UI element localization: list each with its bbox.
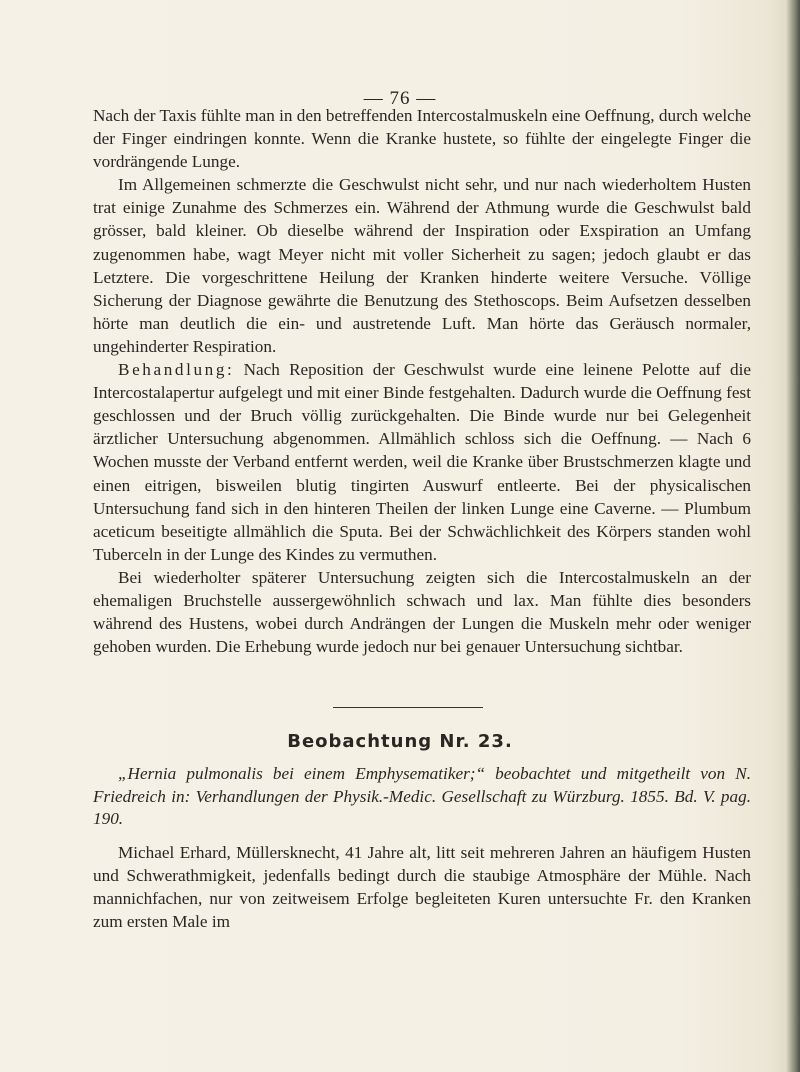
observation-citation — [93, 763, 751, 831]
paragraph-4: Bei wiederholter späterer Untersuchung zeigten sich die Intercostalmuskeln an der ehemaligen Bruchstelle aussergewöhnlich schwach und lax. Man fühlte dies besonders während des Hustens, wobei durch Andrängen der Lungen die Muskeln mehr oder weniger gehoben wurden. Die Erhebung wurde jedoch nur bei genauer Untersuchung sichtbar. — [93, 567, 751, 657]
paragraph-2: Im Allgemeinen schmerzte die Geschwulst nicht sehr, und nur nach wiederholtem Husten trat einige Zunahme des Schmerzes ein. Während der Athmung wurde die Geschwulst bald grösser, bald kleiner. Ob dieselbe während der Inspiration oder Exspiration an Umfang zugenommen habe, wagt Meyer nicht mit voller Sicherheit zu sagen; jedoch glaubt er das Letztere. Die vorgeschrittene Heilung der Kranken hinderte weitere Versuche. Völlige Sicherung der Diagnose gewährte die Benutzung des Stethoscops. Beim Aufsetzen desselben hörte man deutlich die ein- und austretende Luft. Man hörte das Geräusch normaler, ungehinderter Respiration. — [93, 175, 751, 356]
paragraph-behandlung — [93, 358, 751, 566]
section-divider — [333, 707, 483, 708]
observation-title: Beobachtung Nr. 23. — [287, 731, 513, 752]
paragraph-1: Nach der Taxis fühlte man in den betreffenden Intercostalmuskeln eine Oeffnung, durch welche der Finger eindringen konnte. Wenn die Kranke hustete, so fühlte der eingelegte Finger die vordrängende Lunge. — [93, 106, 751, 172]
observation-paragraph: Michael Erhard, Müllersknecht, 41 Jahre alt, litt seit mehreren Jahren an häufigem Husten und Schwerathmigkeit, jedenfalls bedingt durch die staubige Atmosphäre der Mühle. Nach mannichfachen, nur von zeitweisem Erfolge begleiteten Kuren untersuchte Fr. den Kranken zum ersten Male im — [93, 843, 751, 932]
behandlung-label: Behandlung: — [118, 360, 235, 380]
body-text — [93, 104, 751, 658]
page-edge-shadow — [786, 0, 800, 1072]
page-number: — 76 — — [363, 88, 437, 109]
citation-text: „Hernia pulmonalis bei einem Emphysematiker;“ beobachtet und mitgetheilt von N. Friedreich in: Verhandlungen der Physik.-Medic. Gesellschaft zu Würzburg. 1855. Bd. V. pag. 190. — [93, 764, 751, 828]
paragraph-3: Nach Reposition der Geschwulst wurde eine leinene Pelotte auf die Intercostalapertur aufgelegt und mit einer Binde festgehalten. Dadurch wurde die Oeffnung fest geschlossen und der Bruch völlig zurückgehalten. Die Binde wurde nur bei Gelegenheit ärztlicher Untersuchung abgenommen. Allmählich schloss sich die Oeffnung. — Nach 6 Wochen musste der Verband entfernt werden, weil die Kranke über Brustschmerzen klagte und einen eitrigen, bisweilen blutig tingirten Auswurf entleerte. Bei der physicalischen Untersuchung fand sich in den hinteren Theilen der linken Lunge eine Caverne. — Plumbum aceticum beseitigte allmählich die Sputa. Bei der Schwächlichkeit des Körpers standen wohl Tuberceln in der Lunge des Kindes zu vermuthen. — [93, 360, 751, 564]
observation-body — [93, 841, 751, 933]
